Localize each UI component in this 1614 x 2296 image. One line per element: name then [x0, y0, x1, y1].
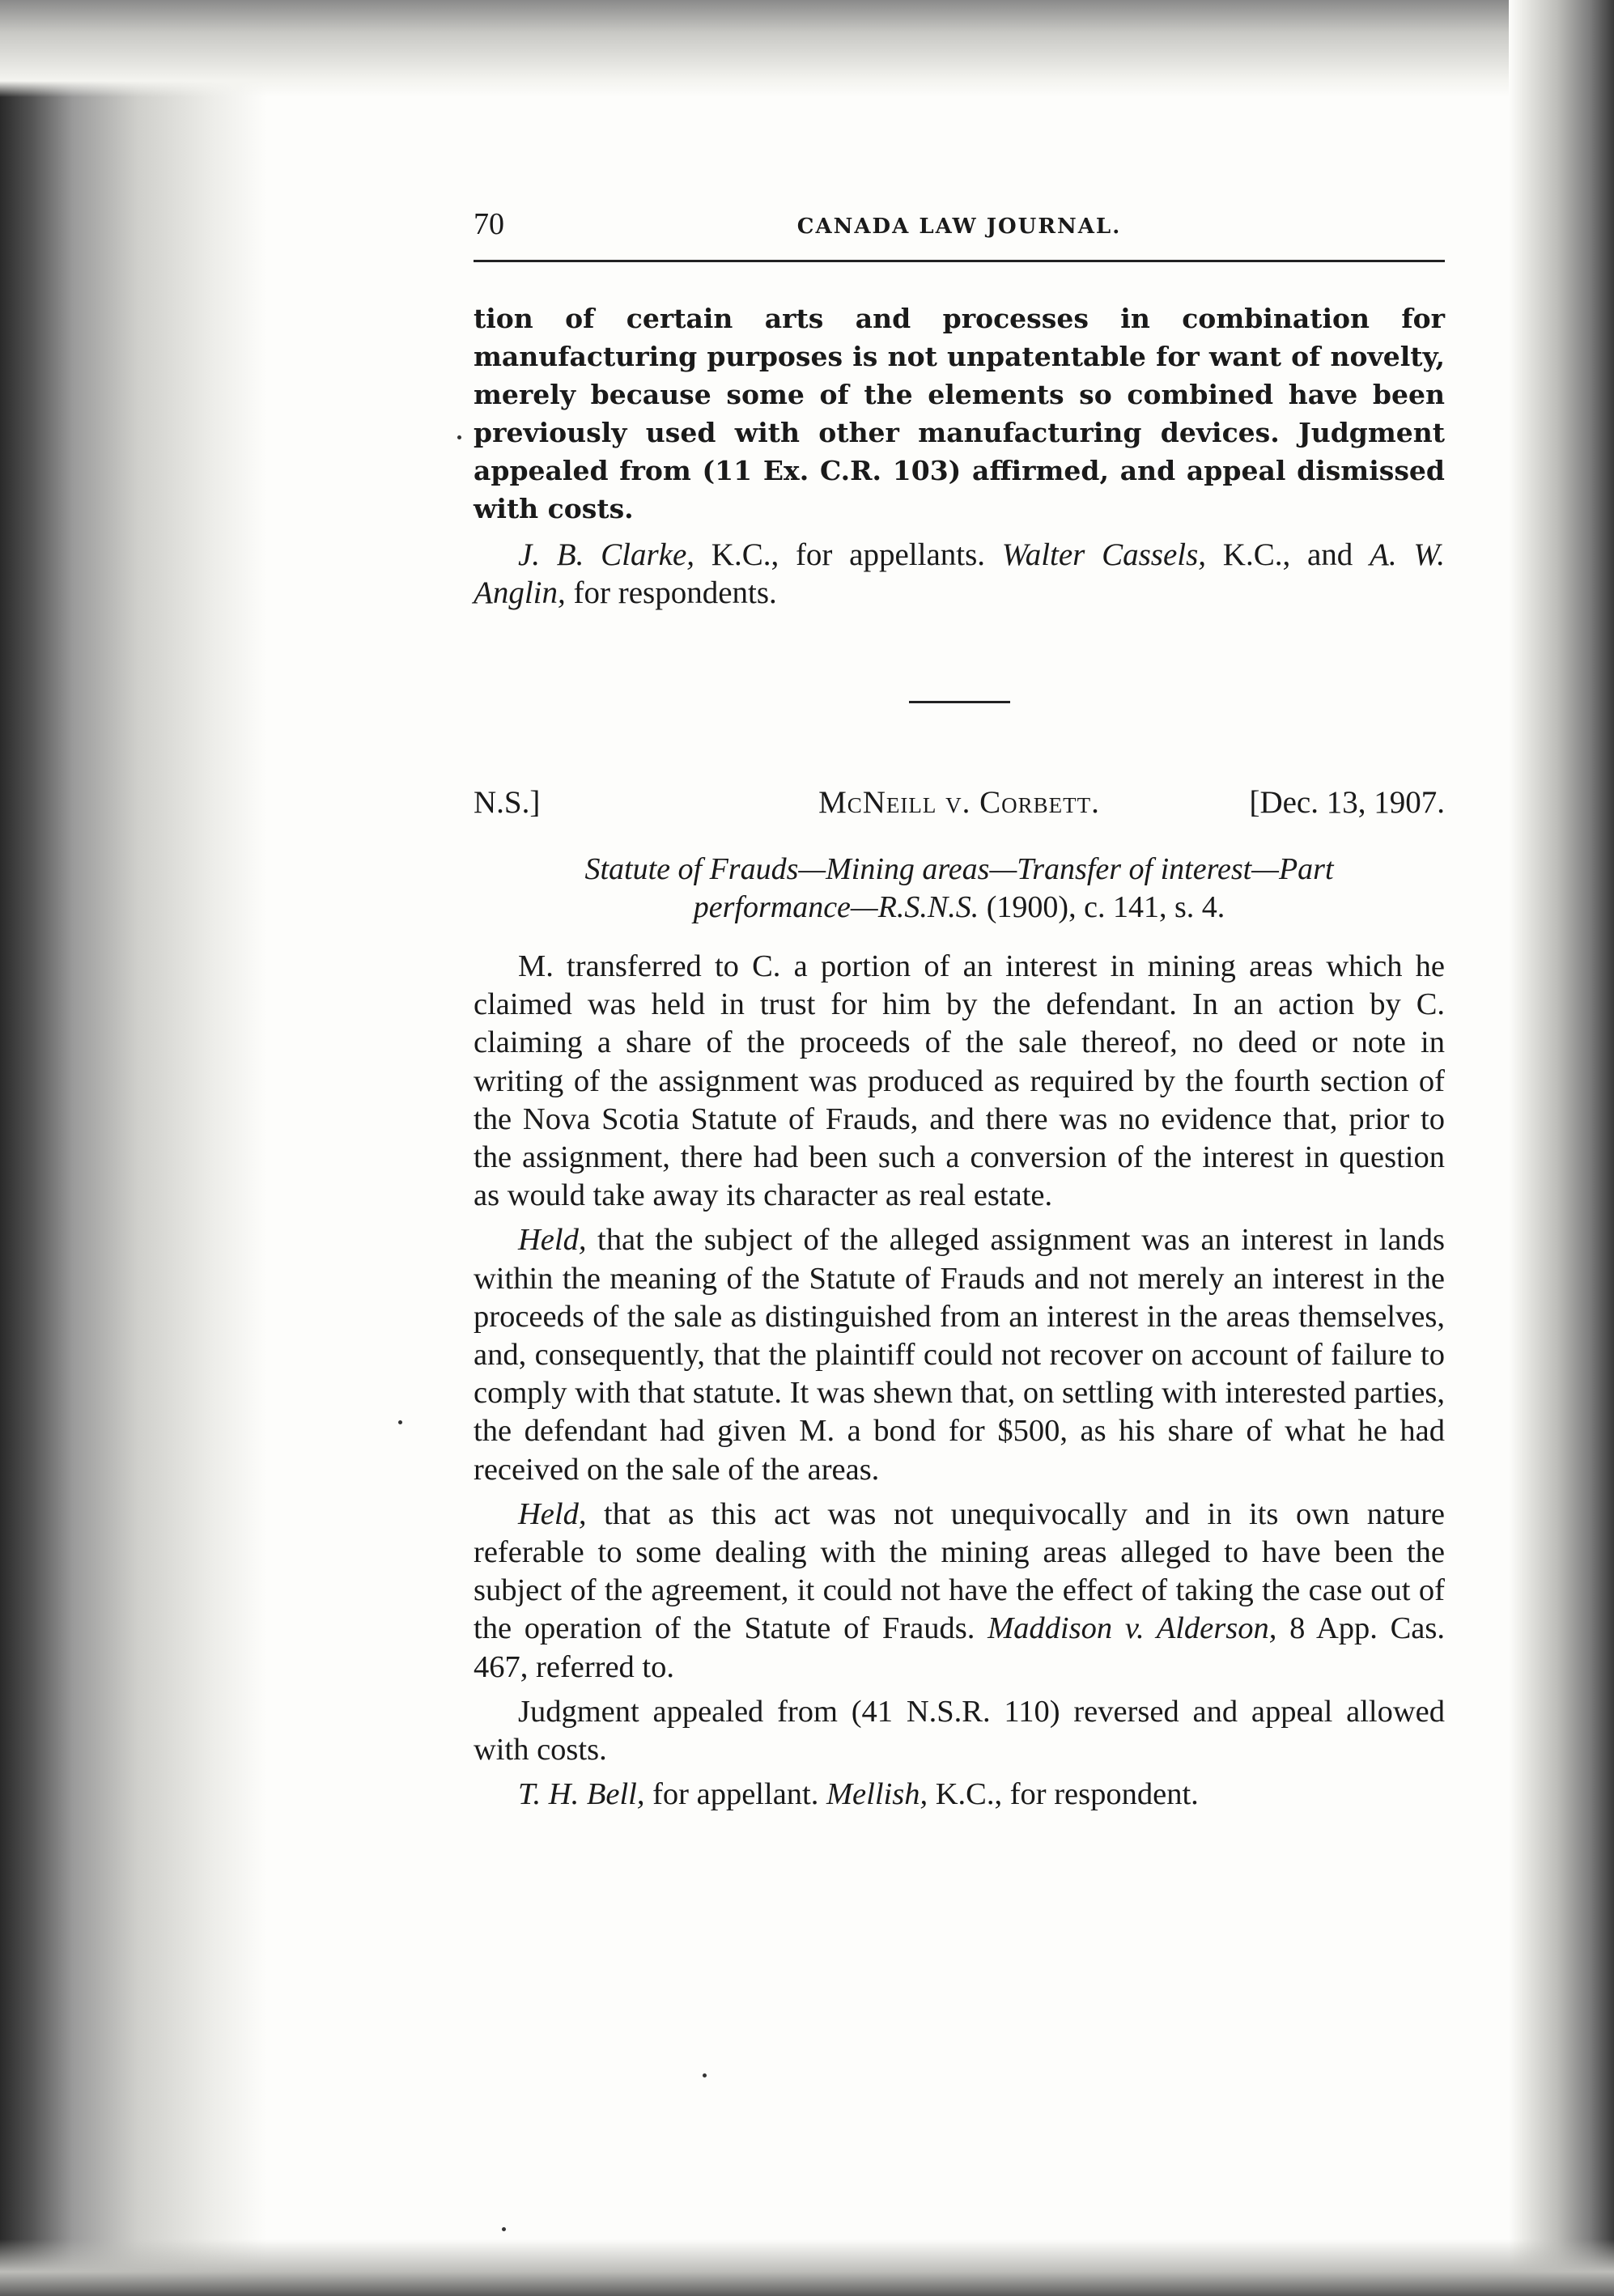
headnote-line-2: (1900), c. 141, s. 4.: [979, 890, 1225, 924]
paragraph-text: that the subject of the alleged assignment was an interest in lands within the meaning of the Statute of Frauds and not merely an interest in the proceeds of the sale as distinguished from an interest in the areas themselves, and, consequently, that the plaintiff could not recover on account of failure to comply with that statute. It was shewn that, on settling with interested parties, the defendant had given M. a bond for $500, as his share of what he had received on the sale of the areas.: [474, 1223, 1445, 1487]
held-label: Held,: [518, 1223, 587, 1258]
previous-case-counsel: [474, 536, 1445, 612]
case-counsel: [474, 1776, 1445, 1814]
paragraph-text: that as this act was not unequivocally and in its own nature referable to some dealing with the mining areas alleged to have been the subject of the agreement, it could not have the effect of taking the case out of the operation of the Statute of Frauds.: [474, 1496, 1445, 1646]
scan-binding-shadow-left: [0, 0, 267, 2296]
case-title: McNeill v. Corbett.: [818, 785, 1100, 820]
case-headnote: [474, 851, 1445, 927]
running-head: [474, 206, 1445, 247]
journal-title: CANADA LAW JOURNAL.: [796, 214, 1122, 239]
page-content: [474, 206, 1445, 1814]
counsel-name: T. H. Bell,: [518, 1777, 645, 1812]
case-paragraph-1: M. transferred to C. a portion of an interest in mining areas which he claimed was held in trust for him by the defendant. In an action by C. claiming a share of the proceeds of the sale thereof, no deed or note in writing of the assignment was produced as required by the fourth section of the Nova Scotia Statute of Frauds, and there was no evidence that, prior to the assignment, there had been such a conversion of the interest in question as would take away its character as real estate.: [474, 949, 1445, 1213]
headnote-line-1: Statute of Frauds—Mining areas—Transfer of interest—Part: [584, 852, 1334, 886]
held-label: Held,: [518, 1496, 587, 1531]
scan-speck: [502, 2227, 506, 2231]
counsel-name: Walter Cassels,: [1001, 537, 1207, 572]
counsel-text: for respondents.: [565, 575, 777, 610]
case-paragraph-2: [474, 1221, 1445, 1488]
page-number: 70: [474, 207, 504, 241]
citation-text: 8 App. Cas. 467, referred to.: [474, 1611, 1445, 1684]
counsel-name: Mellish,: [826, 1777, 928, 1812]
scan-shadow-top: [0, 0, 1614, 97]
counsel-text: K.C., and: [1206, 537, 1370, 572]
headnote-line-2-italic: performance—R.S.N.S.: [693, 890, 979, 924]
counsel-text: K.C., for respondent.: [928, 1777, 1199, 1812]
scan-shadow-bottom: [0, 2239, 1614, 2296]
scan-edge-shadow-right: [1509, 0, 1614, 2296]
scan-speck: [398, 1420, 402, 1424]
citation-case-name: Maddison v. Alderson,: [988, 1611, 1277, 1646]
previous-case-text: tion of certain arts and processes in combination for manufacturing purposes is not unpatentable for want of novelty, merely because some of the elements so combined have been previously used with other manufacturing devices. Judgment appealed from (11 Ex. C.R. 103) affirmed, and appeal dismissed with costs.: [474, 303, 1445, 524]
case-paragraph-3: [474, 1496, 1445, 1687]
case-paragraph-4: Judgment appealed from (41 N.S.R. 110) reversed and appeal allowed with costs.: [474, 1694, 1445, 1768]
counsel-text: K.C., for appellants.: [694, 537, 1002, 572]
scan-speck: [457, 435, 461, 439]
counsel-text: for appellant.: [644, 1777, 826, 1812]
counsel-name: J. B. Clarke,: [518, 537, 695, 572]
case-date: [Dec. 13, 1907.: [1249, 785, 1445, 820]
court-label: N.S.]: [474, 785, 541, 820]
counsel-name: A. W. Anglin,: [474, 537, 1446, 610]
case-heading: [474, 784, 1445, 823]
header-rule: [474, 260, 1445, 262]
scan-speck: [703, 2073, 707, 2077]
case-separator-rule: [909, 701, 1010, 703]
